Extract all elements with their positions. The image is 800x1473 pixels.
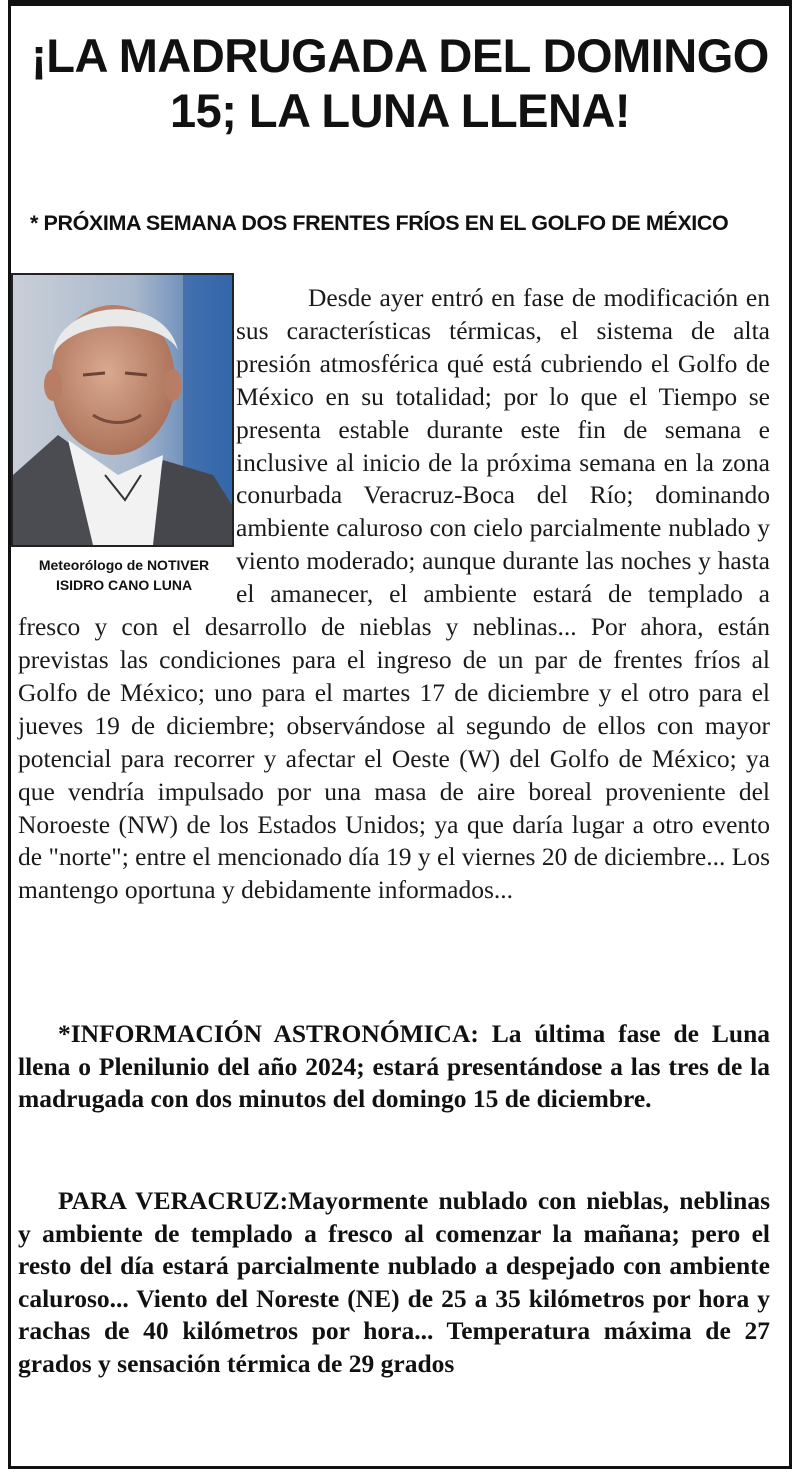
astronomy-section xyxy=(18,1018,770,1116)
headline-line-2: 15; LA LUNA LLENA! xyxy=(169,84,631,137)
photo-wrap-spacer xyxy=(18,282,236,592)
caption-line-2: ISIDRO CANO LUNA xyxy=(55,577,193,593)
subheadline: * PRÓXIMA SEMANA DOS FRENTES FRÍOS EN EL GOLFO DE MÉXICO xyxy=(30,211,729,235)
forecast-paragraph: PARA VERACRUZ:Mayormente nublado con nieblas, neblinas y ambiente de templado a fresco al comenzar la mañana; pero el resto del día estará parcialmente nublado a despejado con ambiente caluroso... Viento del Noreste (NE) de 25 a 35 kilómetros por hora y rachas de 40 kilómetros por hora... Temperatura máxima de 27 grados y sensación térmica de 29 grados xyxy=(18,1186,770,1378)
headline-line-1: ¡LA MADRUGADA DEL DOMINGO xyxy=(31,29,769,82)
body-paragraph: Desde ayer entró en fase de modificación en sus características térmicas, el sistema de alta presión atmosférica qué está cubriendo el Golfo de México en su totalidad; por lo que el Tiempo se presenta estable durante este fin de semana e inclusive al inicio de la próxima semana en la zona conurbada Veracruz-Boca del Río; dominando ambiente caluroso con cielo parcialmente nublado y viento moderado; aunque durante las noches y hasta el amanecer, el ambiente estará de templado a fresco y con el desarrollo de nieblas y neblinas... Por ahora, están previstas las condiciones para el ingreso de un par de frentes fríos al Golfo de México; uno para el martes 17 de diciembre y el otro para el jueves 19 de diciembre; observándose al segundo de ellos con mayor potencial para recorrer y afectar el Oeste (W) del Golfo de México; ya que vendría impulsado por una masa de aire boreal proveniente del Noroeste (NW) de los Estados Unidos; ya que daría lugar a otro evento de "norte"; entre el mencionado día 19 y el viernes 20 de diciembre... Los mantengo oportuna y debidamente informados... xyxy=(18,283,770,905)
headline xyxy=(30,28,770,138)
article-body xyxy=(18,282,770,907)
caption-line-1: Meteorólogo de NOTIVER xyxy=(38,557,210,573)
astronomy-paragraph: *INFORMACIÓN ASTRONÓMICA: La última fase de Luna llena o Plenilunio del año 2024; estará presentándose a las tres de la madrugada con dos minutos del domingo 15 de diciembre. xyxy=(18,1019,770,1113)
forecast-section xyxy=(18,1185,770,1380)
